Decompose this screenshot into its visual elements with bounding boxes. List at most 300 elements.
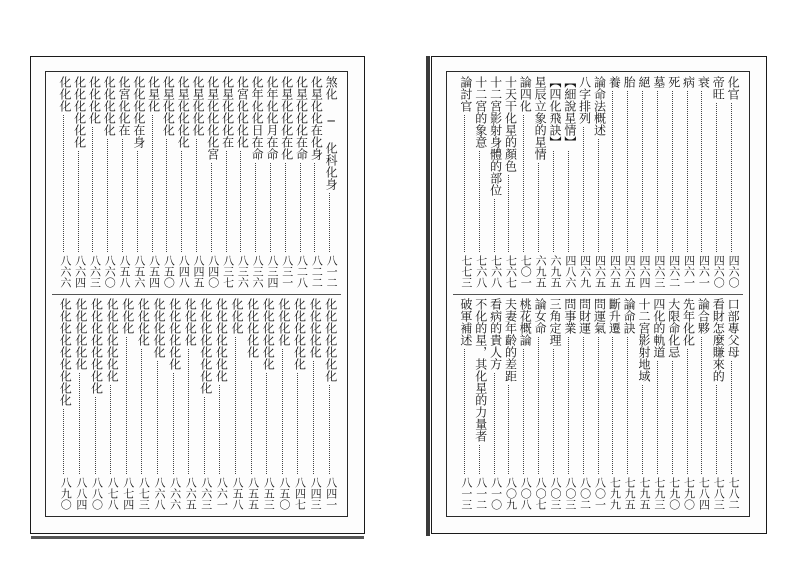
- toc-entry: [650, 76, 665, 290]
- toc-entry-page: 八一二: [325, 255, 339, 288]
- toc-leader-dots: [188, 349, 189, 474]
- toc-entry: [56, 298, 71, 512]
- toc-entry: [591, 298, 606, 512]
- toc-entry-title: 化星化化在化身: [309, 76, 324, 160]
- toc-entry: [516, 76, 531, 290]
- toc-entry: [219, 76, 234, 290]
- toc-entry-title: 論命訣: [622, 298, 637, 334]
- left-page: [30, 56, 365, 534]
- toc-leader-dots: [63, 409, 64, 474]
- toc-entry-page: 七九〇: [667, 477, 681, 510]
- toc-entry: [472, 76, 487, 290]
- toc-leader-dots: [282, 349, 283, 474]
- left-bottom-half: [46, 298, 347, 512]
- toc-entry: [322, 298, 337, 512]
- toc-entry-title: 化化化化化化: [292, 298, 307, 370]
- toc-leader-dots: [523, 349, 524, 474]
- toc-entry-page: 八三六: [236, 255, 250, 288]
- toc-entry-title: 化官: [726, 76, 741, 100]
- toc-entry-page: 八三四: [265, 255, 279, 288]
- toc-entry-title: 【細說星情】: [562, 76, 577, 148]
- toc-entry-title: 三角定理: [547, 298, 562, 346]
- toc-entry-page: 八一三: [459, 477, 473, 510]
- toc-entry: [56, 76, 71, 290]
- toc-entry-page: 四六三: [652, 255, 666, 288]
- toc-entry-page: 八五八: [231, 477, 245, 510]
- toc-leader-dots: [235, 337, 236, 474]
- left-page-frame: [45, 71, 348, 517]
- toc-entry: [501, 76, 516, 290]
- toc-leader-dots: [731, 361, 732, 474]
- right-bottom-half: [447, 298, 749, 512]
- toc-entry-title: 化化化化化: [102, 76, 117, 136]
- toc-leader-dots: [110, 385, 111, 474]
- left-top-half: [46, 76, 347, 290]
- toc-entry-page: 七九五: [638, 477, 652, 510]
- toc-entry: [212, 298, 227, 512]
- toc-entry: [694, 298, 709, 512]
- toc-entry: [248, 76, 263, 290]
- toc-leader-dots: [568, 337, 569, 474]
- toc-entry: [501, 298, 516, 512]
- toc-entry: [531, 76, 546, 290]
- toc-entry: [546, 76, 561, 290]
- toc-entry-title: 化化化化: [276, 298, 291, 346]
- toc-entry: [145, 76, 160, 290]
- toc-entry-title: 桃花概論: [518, 298, 533, 346]
- toc-entry-page: 八一二: [474, 477, 488, 510]
- toc-entry-title: 化星化: [146, 76, 161, 112]
- toc-leader-dots: [63, 115, 64, 252]
- toc-entry-title: 論討官: [458, 76, 473, 112]
- toc-leader-dots: [583, 127, 584, 252]
- toc-entry-title: 看財怎麼賺來的: [711, 298, 726, 382]
- toc-entry-title: 化化化化化化化化: [198, 298, 213, 394]
- toc-entry-title: 化星化化化在: [220, 76, 235, 148]
- toc-entry-title: 化化化化化化化: [323, 298, 338, 382]
- toc-entry-page: 八六六: [58, 255, 72, 288]
- toc-entry-page: 八八〇: [90, 477, 104, 510]
- toc-entry-page: 七六八: [489, 255, 503, 288]
- toc-entry-page: 四六一: [697, 255, 711, 288]
- toc-entry-page: 八〇八: [519, 477, 533, 510]
- toc-entry-title: 病: [681, 76, 696, 88]
- toc-entry-page: 八七三: [137, 477, 151, 510]
- toc-entry-title: 化化化化化: [245, 298, 260, 358]
- toc-leader-dots: [701, 91, 702, 252]
- toc-entry: [233, 76, 248, 290]
- toc-leader-dots: [627, 337, 628, 474]
- toc-leader-dots: [508, 175, 509, 252]
- toc-entry-page: 四六九: [578, 255, 592, 288]
- toc-entry: [103, 298, 118, 512]
- toc-entry: [635, 298, 650, 512]
- toc-entry-page: 四六五: [593, 255, 607, 288]
- toc-entry-title: 十二宮的象意: [473, 76, 488, 148]
- toc-entry-page: 四六一: [682, 255, 696, 288]
- toc-entry-title: 化化化化化: [151, 298, 166, 358]
- toc-leader-dots: [642, 91, 643, 252]
- toc-entry-page: 八九〇: [59, 477, 73, 510]
- toc-entry-title: 衰: [696, 76, 711, 88]
- toc-entry-page: 四六五: [608, 255, 622, 288]
- toc-entry-page: 八六六: [168, 477, 182, 510]
- toc-entry-title: 化化化化化化化: [214, 298, 229, 382]
- toc-entry: [680, 298, 695, 512]
- toc-entry: [576, 76, 591, 290]
- toc-entry: [457, 76, 472, 290]
- toc-entry-page: 八四三: [309, 477, 323, 510]
- toc-entry-title: 化星化化化化宮: [205, 76, 220, 160]
- toc-leader-dots: [657, 361, 658, 474]
- toc-leader-dots: [211, 163, 212, 252]
- toc-entry-title: 死: [666, 76, 681, 88]
- toc-entry-page: 八五四: [147, 255, 161, 288]
- toc-entry-title: 化化化化化化化化: [89, 298, 104, 394]
- toc-entry-page: 八〇三: [563, 477, 577, 510]
- toc-entry: [591, 76, 606, 290]
- toc-leader-dots: [270, 163, 271, 252]
- toc-entry-page: 八五六: [132, 255, 146, 288]
- toc-entry-title: 化化化: [120, 298, 135, 334]
- toc-entry-page: 七八二: [727, 477, 741, 510]
- toc-entry-page: 八七八: [106, 477, 120, 510]
- toc-leader-dots: [568, 151, 569, 252]
- toc-entry-title: 夫妻年齡的差距: [503, 298, 518, 382]
- toc-entry: [724, 298, 739, 512]
- toc-leader-dots: [672, 91, 673, 252]
- toc-leader-dots: [152, 115, 153, 252]
- toc-entry-title: 化化化化化化: [167, 298, 182, 370]
- toc-entry-page: 四六五: [623, 255, 637, 288]
- toc-entry-page: 七六七: [504, 255, 518, 288]
- left-divider: [52, 294, 341, 295]
- toc-leader-dots: [122, 139, 123, 252]
- toc-entry-page: 八六三: [199, 477, 213, 510]
- toc-entry-title: 八字排列: [577, 76, 592, 124]
- toc-entry: [259, 298, 274, 512]
- toc-entry: [85, 76, 100, 290]
- toc-leader-dots: [687, 349, 688, 474]
- toc-entry-title: 問運氣: [592, 298, 607, 334]
- toc-entry: [174, 76, 189, 290]
- toc-entry-page: 四八六: [563, 255, 577, 288]
- toc-entry-title: 煞化 ─ 化科化身: [324, 76, 339, 190]
- toc-entry-page: 八三一: [280, 255, 294, 288]
- toc-entry-page: 八二二: [310, 255, 324, 288]
- toc-entry-title: 十二宮影射身體的部位: [488, 76, 503, 196]
- toc-leader-dots: [716, 385, 717, 474]
- toc-leader-dots: [126, 337, 127, 474]
- toc-entry: [306, 298, 321, 512]
- toc-leader-dots: [716, 103, 717, 252]
- toc-leader-dots: [538, 337, 539, 474]
- toc-entry: [457, 298, 472, 512]
- toc-entry-title: 論合夥: [696, 298, 711, 334]
- toc-leader-dots: [464, 115, 465, 252]
- toc-leader-dots: [95, 397, 96, 474]
- toc-entry-page: 八四〇: [206, 255, 220, 288]
- toc-leader-dots: [464, 349, 465, 474]
- toc-leader-dots: [672, 361, 673, 474]
- toc-entry-page: 八六三: [88, 255, 102, 288]
- toc-entry: [576, 298, 591, 512]
- toc-leader-dots: [479, 151, 480, 252]
- toc-entry: [189, 76, 204, 290]
- toc-leader-dots: [612, 337, 613, 474]
- toc-entry-page: 四六〇: [727, 255, 741, 288]
- toc-entry: [278, 76, 293, 290]
- toc-entry-page: 八五五: [246, 477, 260, 510]
- toc-entry-title: 論四化: [518, 76, 533, 112]
- toc-entry-title: 化化化: [57, 76, 72, 112]
- toc-entry: [620, 298, 635, 512]
- toc-entry-page: 八三七: [221, 255, 235, 288]
- toc-leader-dots: [297, 373, 298, 474]
- toc-leader-dots: [731, 103, 732, 252]
- toc-entry-page: 七九九: [608, 477, 622, 510]
- toc-entry: [166, 298, 181, 512]
- toc-entry-page: 八四七: [293, 477, 307, 510]
- toc-leader-dots: [598, 139, 599, 252]
- toc-entry-title: 化化化化化化: [73, 298, 88, 370]
- toc-entry-page: 八五三: [262, 477, 276, 510]
- toc-entry: [134, 298, 149, 512]
- toc-entry-title: 化星化化化在化: [279, 76, 294, 160]
- toc-entry-title: 問事業: [562, 298, 577, 334]
- toc-entry-page: 八六八: [152, 477, 166, 510]
- toc-leader-dots: [329, 193, 330, 252]
- toc-entry-title: 化化化化化化化: [105, 298, 120, 382]
- toc-entry-title: 論女命: [533, 298, 548, 334]
- toc-leader-dots: [181, 151, 182, 252]
- toc-entry-page: 八八四: [74, 477, 88, 510]
- toc-entry-page: 四六四: [638, 255, 652, 288]
- toc-entry: [620, 76, 635, 290]
- toc-leader-dots: [657, 91, 658, 252]
- toc-leader-dots: [266, 373, 267, 474]
- toc-entry-page: 七九三: [652, 477, 666, 510]
- toc-entry-title: 胎: [622, 76, 637, 88]
- toc-entry-title: 十二宮影射地域: [637, 298, 652, 382]
- toc-entry-page: 八〇九: [504, 477, 518, 510]
- toc-entry-title: 化化化化化化: [261, 298, 276, 370]
- toc-entry-title: 問財運: [577, 298, 592, 334]
- toc-entry: [119, 298, 134, 512]
- toc-entry: [307, 76, 322, 290]
- toc-entry: [228, 298, 243, 512]
- toc-entry: [150, 298, 165, 512]
- toc-leader-dots: [240, 151, 241, 252]
- toc-leader-dots: [137, 151, 138, 252]
- left-scan-edge: [31, 536, 364, 539]
- toc-entry-title: 化化化化化化化化化: [58, 298, 73, 406]
- toc-leader-dots: [627, 91, 628, 252]
- toc-entry: [650, 298, 665, 512]
- toc-entry: [605, 298, 620, 512]
- toc-entry: [605, 76, 620, 290]
- toc-entry-title: 化宮化化化化: [235, 76, 250, 148]
- toc-entry-page: 七九五: [623, 477, 637, 510]
- toc-entry: [724, 76, 739, 290]
- toc-entry-title: 斷升遷: [607, 298, 622, 334]
- toc-entry: [293, 76, 308, 290]
- toc-leader-dots: [314, 163, 315, 252]
- toc-entry-title: 化宮化化在: [117, 76, 132, 136]
- toc-entry: [680, 76, 695, 290]
- toc-entry: [197, 298, 212, 512]
- toc-entry-title: 化化化化: [136, 298, 151, 346]
- toc-entry-title: 化化化化化化: [72, 76, 87, 148]
- toc-entry-page: 八〇一: [593, 477, 607, 510]
- toc-leader-dots: [196, 139, 197, 252]
- toc-leader-dots: [166, 139, 167, 252]
- toc-leader-dots: [173, 373, 174, 474]
- toc-entry: [694, 76, 709, 290]
- toc-entry-title: 絕: [637, 76, 652, 88]
- gutter-shadow: [426, 56, 430, 536]
- toc-entry-title: 化星化化化: [191, 76, 205, 136]
- toc-entry: [181, 298, 196, 512]
- right-page-frame: [446, 71, 750, 517]
- right-page: [431, 56, 767, 534]
- toc-entry-page: 八四五: [192, 255, 205, 288]
- toc-entry-page: 七八四: [697, 477, 711, 510]
- toc-entry-page: 七八三: [712, 477, 726, 510]
- toc-entry-page: 七九〇: [682, 477, 696, 510]
- toc-leader-dots: [285, 163, 286, 252]
- toc-entry-page: 八〇二: [578, 477, 592, 510]
- toc-leader-dots: [553, 349, 554, 474]
- toc-entry: [263, 76, 278, 290]
- toc-leader-dots: [78, 151, 79, 252]
- toc-leader-dots: [701, 337, 702, 474]
- toc-entry-title: 破軍補述: [458, 298, 473, 346]
- toc-entry-page: 八〇七: [534, 477, 548, 510]
- toc-leader-dots: [204, 397, 205, 474]
- toc-leader-dots: [508, 385, 509, 474]
- toc-entry-title: 口部專父母: [726, 298, 741, 358]
- toc-leader-dots: [79, 373, 80, 474]
- toc-entry-title: 大限命化忌: [666, 298, 681, 358]
- toc-entry-title: 先年化化: [681, 298, 696, 346]
- toc-entry-page: 八二八: [295, 255, 309, 288]
- toc-entry: [665, 76, 680, 290]
- toc-entry-title: 星辰立象的星情: [533, 76, 548, 160]
- toc-entry-title: 帝旺: [711, 76, 726, 100]
- toc-entry-page: 七〇一: [519, 255, 533, 288]
- toc-entry-title: 看病的貴人方: [488, 298, 503, 370]
- toc-entry-page: 八一〇: [489, 477, 503, 510]
- toc-entry-page: 六九五: [534, 255, 548, 288]
- toc-entry: [71, 76, 86, 290]
- toc-entry-title: 養: [607, 76, 622, 88]
- toc-entry-page: 八六一: [215, 477, 229, 510]
- toc-leader-dots: [251, 361, 252, 474]
- toc-entry-page: 八四一: [324, 477, 338, 510]
- toc-entry-title: 化化化化化: [308, 298, 323, 358]
- toc-entry-title: 化星化化化: [161, 76, 176, 136]
- toc-leader-dots: [157, 361, 158, 474]
- toc-entry-page: 七七三: [459, 255, 473, 288]
- toc-entry: [561, 76, 576, 290]
- toc-leader-dots: [583, 337, 584, 474]
- toc-entry-title: 化化化化: [87, 76, 102, 124]
- toc-entry-title: 【四化飛訣】: [547, 76, 562, 148]
- toc-entry-title: 化年化化月在命: [264, 76, 279, 160]
- toc-entry-title: 不化的星，其化星的力量者: [473, 298, 488, 442]
- toc-leader-dots: [92, 127, 93, 252]
- toc-entry: [290, 298, 305, 512]
- toc-entry-title: 墓: [651, 76, 666, 88]
- toc-entry: [561, 298, 576, 512]
- right-divider: [453, 294, 743, 295]
- toc-leader-dots: [141, 349, 142, 474]
- toc-entry: [100, 76, 115, 290]
- toc-entry: [115, 76, 130, 290]
- right-top-half: [447, 76, 749, 290]
- toc-entry: [275, 298, 290, 512]
- toc-leader-dots: [226, 151, 227, 252]
- toc-entry-title: 化化化: [230, 298, 245, 334]
- toc-entry-title: 化化化化在身: [131, 76, 146, 148]
- toc-entry: [709, 298, 724, 512]
- toc-entry: [487, 298, 502, 512]
- toc-leader-dots: [687, 91, 688, 252]
- toc-entry: [531, 298, 546, 512]
- toc-leader-dots: [642, 385, 643, 474]
- toc-leader-dots: [313, 361, 314, 474]
- toc-leader-dots: [553, 151, 554, 252]
- toc-entry-page: 八六〇: [103, 255, 117, 288]
- toc-entry-page: 八七四: [121, 477, 135, 510]
- toc-entry-page: 八六五: [184, 477, 198, 510]
- toc-entry-title: 論命法概述: [592, 76, 607, 136]
- toc-entry-page: 八五〇: [162, 255, 176, 288]
- toc-leader-dots: [523, 115, 524, 252]
- toc-entry: [72, 298, 87, 512]
- toc-entry: [516, 298, 531, 512]
- toc-entry-page: 八五八: [118, 255, 132, 288]
- toc-leader-dots: [219, 385, 220, 474]
- toc-entry-page: 八〇三: [548, 477, 562, 510]
- toc-leader-dots: [255, 163, 256, 252]
- toc-leader-dots: [494, 199, 495, 252]
- toc-entry-page: 四六〇: [712, 255, 726, 288]
- toc-entry-page: 四六二: [667, 255, 681, 288]
- toc-entry: [472, 298, 487, 512]
- toc-entry-page: 八六四: [73, 255, 87, 288]
- toc-entry-title: 化化化化: [183, 298, 198, 346]
- toc-leader-dots: [598, 337, 599, 474]
- toc-entry-title: 十天干化星的顏色: [503, 76, 518, 172]
- toc-entry: [487, 76, 502, 290]
- toc-leader-dots: [329, 385, 330, 474]
- toc-entry: [130, 76, 145, 290]
- toc-leader-dots: [300, 163, 301, 252]
- toc-leader-dots: [107, 139, 108, 252]
- toc-entry: [546, 298, 561, 512]
- toc-entry: [322, 76, 337, 290]
- toc-entry-page: 七六八: [474, 255, 488, 288]
- toc-entry-title: 化年化化日在命: [250, 76, 265, 160]
- toc-entry: [204, 76, 219, 290]
- toc-entry-title: 四化的軌道: [651, 298, 666, 358]
- toc-entry: [709, 76, 724, 290]
- toc-leader-dots: [494, 373, 495, 474]
- toc-entry: [159, 76, 174, 290]
- toc-entry-page: 六九五: [548, 255, 562, 288]
